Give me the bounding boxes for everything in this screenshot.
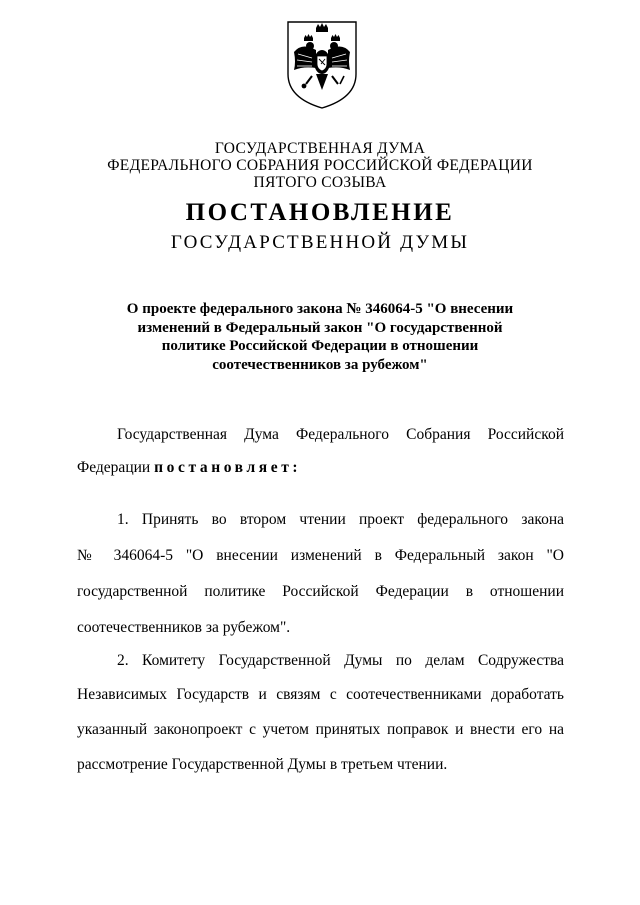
document-subject — [110, 300, 530, 374]
paragraph-line: 1. Принять во втором чтении проект федерального закона — [117, 511, 564, 528]
paragraph-line: соотечественников за рубежом". — [77, 619, 291, 636]
preamble-verb: постановляет: — [154, 459, 302, 476]
document-subtitle: ГОСУДАРСТВЕННОЙ ДУМЫ — [170, 232, 470, 253]
preamble-prefix: Федерации — [77, 459, 151, 476]
subject-line: изменений в Федеральный закон "О государственной — [137, 319, 503, 336]
subject-line: О проекте федерального закона № 346064-5 "О внесении — [126, 301, 514, 317]
paragraph-line: Независимых Государств и связям с соотечественниками доработать — [77, 686, 564, 703]
paragraph-line: рассмотрение Государственной Думы в третьем чтении. — [77, 756, 448, 773]
paragraph-line — [77, 459, 564, 477]
paragraph-line: Государственная Дума Федерального Собрания Российской — [117, 426, 564, 443]
subject-line: политике Российской Федерации в отношении — [161, 338, 479, 354]
header-federal-assembly: ФЕДЕРАЛЬНОГО СОБРАНИЯ РОССИЙСКОЙ ФЕДЕРАЦИИ — [107, 157, 533, 174]
paragraph-line: государственной политике Российской Федерации в отношении — [77, 583, 564, 600]
coat-of-arms-emblem — [282, 18, 362, 110]
header-convocation: ПЯТОГО СОЗЫВА — [253, 174, 387, 191]
paragraph-line: 2. Комитету Государственной Думы по делам Содружества — [117, 652, 564, 669]
subject-line: соотечественников за рубежом" — [212, 356, 428, 373]
header-duma: ГОСУДАРСТВЕННАЯ ДУМА — [214, 140, 426, 157]
document-title: ПОСТАНОВЛЕНИЕ — [185, 199, 455, 226]
paragraph-line: указанный законопроект с учетом принятых поправок и внести его на — [77, 721, 564, 738]
paragraph-line: № 346064-5 "О внесении изменений в Федеральный закон "О — [77, 547, 564, 564]
